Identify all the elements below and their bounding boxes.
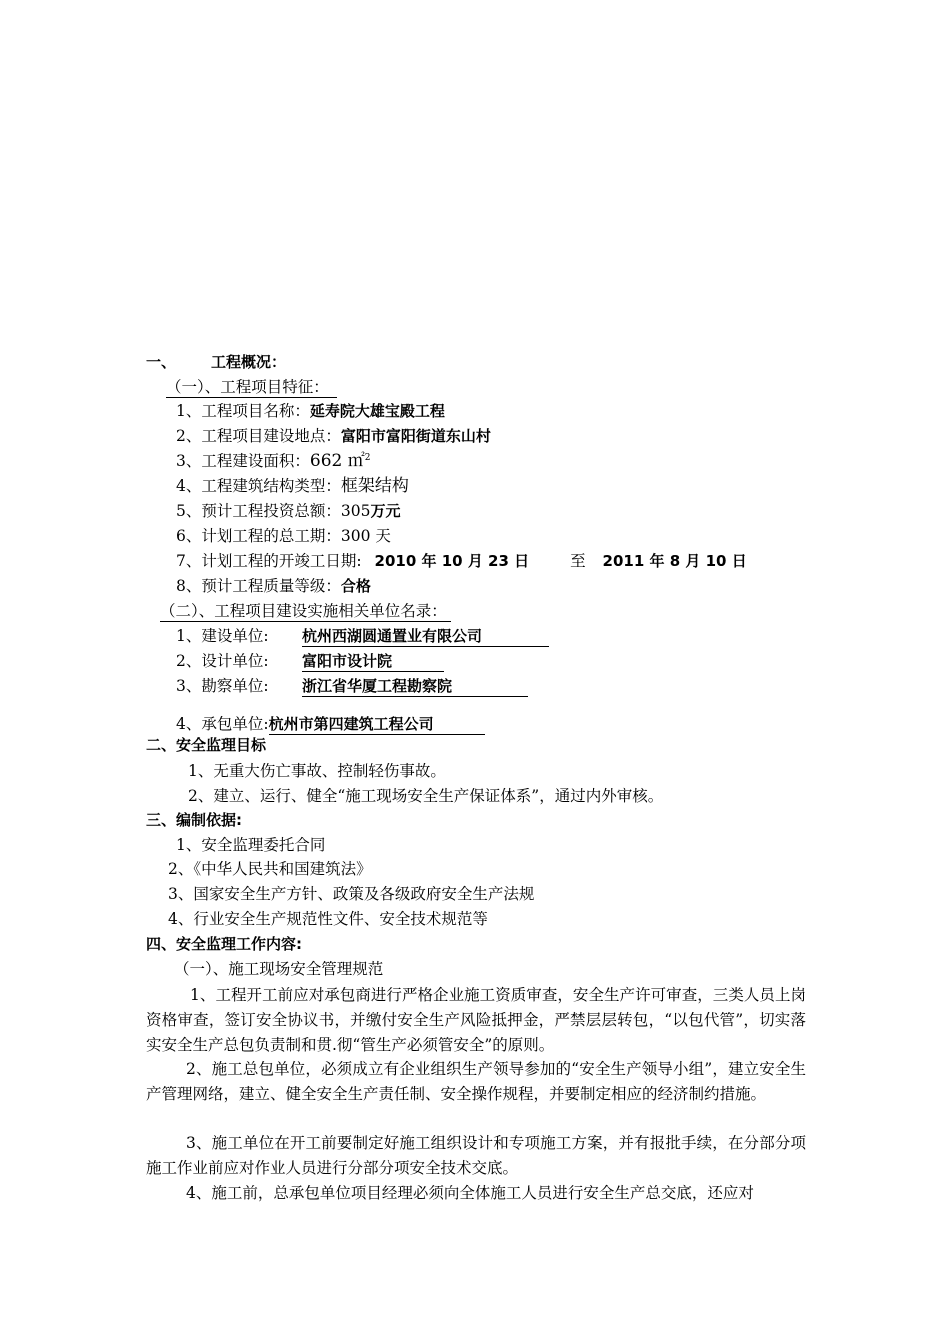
subsection-1-2-heading: （二）、工程项目建设实施相关单位名录：	[160, 601, 451, 622]
item-project-area: 3、工程建设面积：662 ㎡$^2$	[176, 451, 371, 471]
body-paragraph: 2、施工总包单位，必须成立有企业组织生产领导参加的“安全生产领导小组”，建立安全生产管理网络，建立、健全安全生产责任制、安全操作规程，并要制定相应的经济制约措施。	[146, 1060, 806, 1103]
goal-item: 2、建立、运行、健全“施工现场安全生产保证体系”，通过内外审核。	[188, 787, 664, 805]
body-paragraph: 3、施工单位在开工前要制定好施工组织设计和专项施工方案，并有报批手续，在分部分项施工作业前应对作业人员进行分部分项安全技术交底。	[146, 1134, 806, 1177]
basis-item: 3、国家安全生产方针、政策及各级政府安全生产法规	[168, 885, 535, 903]
item-project-name: 1、工程项目名称：延寿院大雄宝殿工程	[176, 402, 445, 420]
body-paragraph: 1、工程开工前应对承包商进行严格企业施工资质审查，安全生产许可审查，三类人员上岗资格审查，签订安全协议书，并缴付安全生产风险抵押金，严禁层层转包，“以包代管”，切实落实安全生产总包负责制和贯.彻“管生产必须管安全”的原则。	[146, 986, 806, 1054]
basis-item: 4、行业安全生产规范性文件、安全技术规范等	[168, 910, 488, 928]
item-structure-type: 4、工程建筑结构类型：框架结构	[176, 476, 409, 496]
item-dates: 7、计划工程的开竣工日期: 2010 年 10 月 23 日 至 2011 年 8 月 10 日	[176, 552, 747, 570]
item-duration: 6、计划工程的总工期：300 天	[176, 527, 391, 545]
unit-construction: 1、建设单位: 杭州西湖圆通置业有限公司	[176, 626, 549, 647]
unit-design: 2、设计单位: 富阳市设计院	[176, 651, 444, 672]
section-1-heading: 工程概况：	[211, 353, 287, 371]
item-quality-grade: 8、预计工程质量等级：合格	[176, 577, 371, 595]
section-4-heading: 四、安全监理工作内容:	[146, 935, 302, 953]
goal-item: 1、无重大伤亡事故、控制轻伤事故。	[188, 762, 446, 780]
item-investment: 5、预计工程投资总额：305万元	[176, 502, 401, 520]
subsection-1-1-heading: （一）、工程项目特征：	[166, 377, 337, 398]
body-paragraph: 4、施工前，总承包单位项目经理必须向全体施工人员进行安全生产总交底，还应对	[186, 1184, 754, 1202]
basis-item: 1、安全监理委托合同	[176, 836, 326, 854]
subsection-4-1-heading: （一）、施工现场安全管理规范	[174, 960, 384, 978]
section-1-number: 一、	[146, 353, 177, 371]
unit-contractor: 4、承包单位:杭州市第四建筑工程公司	[176, 714, 485, 735]
basis-item: 2、《中华人民共和国建筑法》	[168, 860, 372, 878]
section-2-heading: 二、安全监理目标	[146, 736, 267, 754]
section-3-heading: 三、编制依据:	[146, 811, 242, 829]
unit-survey: 3、勘察单位: 浙江省华厦工程勘察院	[176, 676, 528, 697]
item-project-location: 2、工程项目建设地点：富阳市富阳街道东山村	[176, 427, 491, 445]
